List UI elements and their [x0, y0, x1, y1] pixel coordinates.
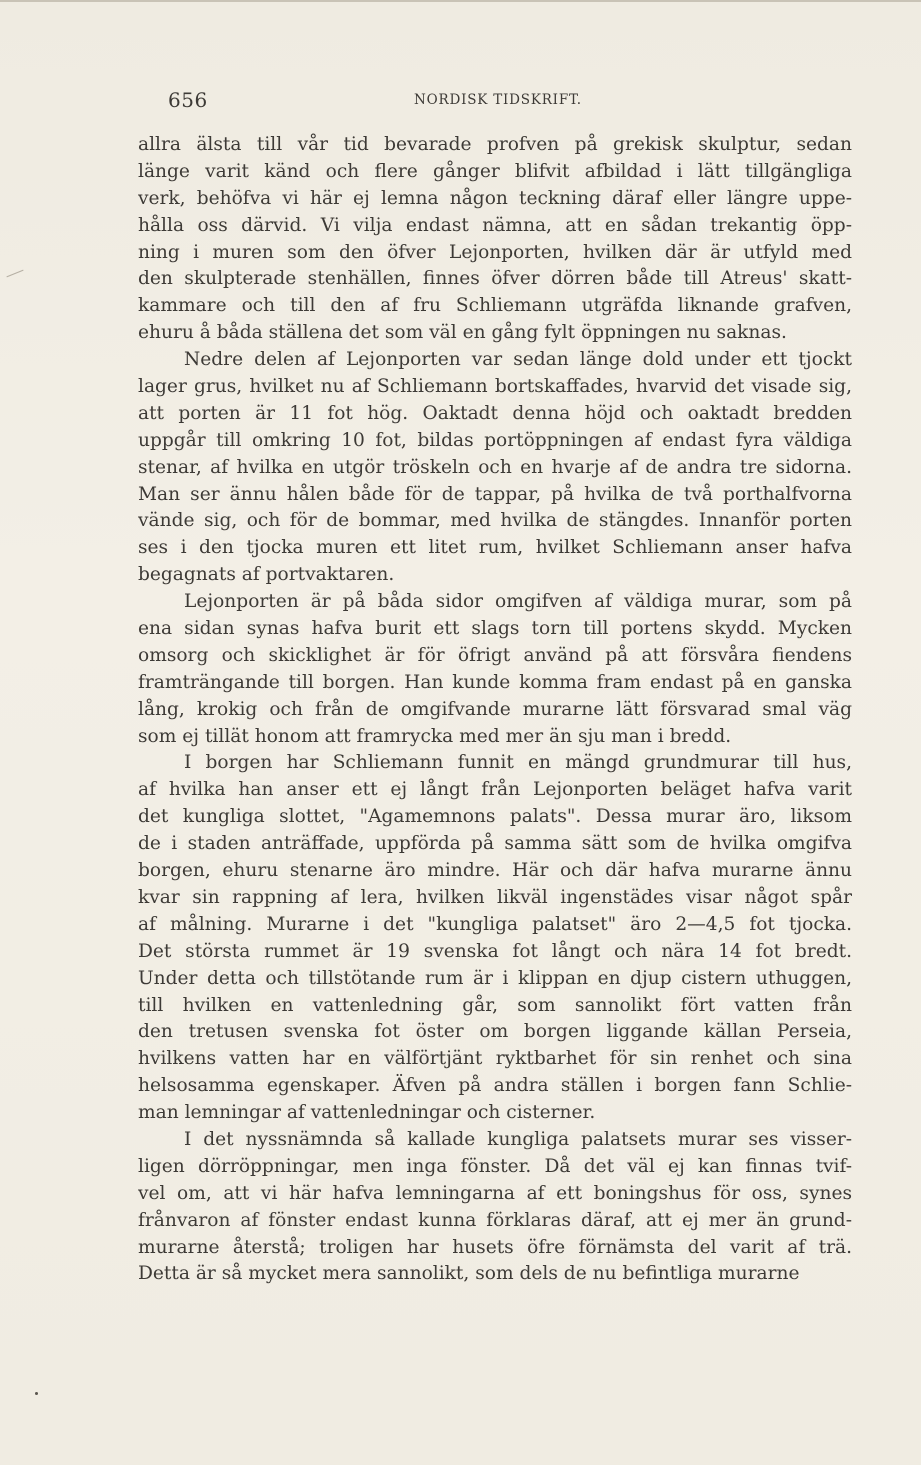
- text-line: ena sidan synas hafva burit ett slags torn till portens skydd. Mycken: [138, 618, 852, 640]
- text-line: omsorg och skicklighet är för öfrigt använd på att försvåra fiendens: [138, 644, 852, 666]
- text-line: den tretusen svenska fot öster om borgen liggande källan Perseia,: [138, 1021, 852, 1043]
- paragraph: [138, 589, 852, 750]
- paragraph: [138, 1127, 852, 1288]
- page-number: 656: [168, 88, 208, 112]
- text-line: Lejonporten är på båda sidor omgifven af väldiga murar, som på: [184, 591, 852, 613]
- text-line: I borgen har Schliemann funnit en mängd grundmurar till hus,: [184, 752, 852, 774]
- text-line: verk, behöfva vi här ej lemna någon teckning däraf eller längre uppe-: [138, 187, 852, 209]
- text-line: ligen dörröppningar, men inga fönster. Då det väl ej kan finnas tvif-: [138, 1155, 852, 1177]
- text-line: man lemningar af vattenledningar och cisterner.: [138, 1102, 596, 1124]
- text-line: vände sig, och för de bommar, med hvilka de stängdes. Innanför porten: [138, 510, 852, 532]
- text-line: murarne återstå; troligen har husets öfre förnämsta del varit af trä.: [138, 1236, 852, 1258]
- text-line: hålla oss därvid. Vi vilja endast nämna, att en sådan trekantig öpp-: [138, 214, 852, 236]
- text-line: af målning. Murarne i det "kungliga palatset" äro 2—4,5 fot tjocka.: [138, 913, 852, 935]
- text-line: ses i den tjocka muren ett litet rum, hvilket Schliemann anser hafva: [138, 537, 852, 559]
- margin-mark: [6, 270, 23, 278]
- paragraph: [138, 750, 852, 1126]
- text-line: kvar sin rappning af lera, hvilken likväl ingenstädes visar något spår: [138, 886, 852, 908]
- text-line: det kungliga slottet, "Agamemnons palats". Dessa murar äro, liksom: [138, 806, 852, 828]
- text-line: Man ser ännu hålen både för de tappar, på hvilka de två porthalfvorna: [138, 483, 852, 505]
- text-line: kammare och till den af fru Schliemann utgräfda liknande grafven,: [138, 295, 852, 317]
- text-line: allra älsta till vår tid bevarade profven på grekisk skulptur, sedan: [138, 134, 852, 155]
- text-line: ning i muren som den öfver Lejonporten, hvilken där är utfyld med: [138, 241, 852, 263]
- page-top-edge: [0, 0, 921, 2]
- text-line: vel om, att vi här hafva lemningarna af ett boningshus för oss, synes: [138, 1182, 852, 1204]
- text-line: framträngande till borgen. Han kunde komma fram endast på en ganska: [138, 671, 852, 693]
- text-line: begagnats af portvaktaren.: [138, 564, 395, 586]
- text-line: stenar, af hvilka en utgör tröskeln och en hvarje af de andra tre sidorna.: [138, 456, 852, 478]
- paragraph: [138, 132, 852, 347]
- text-line: Nedre delen af Lejonporten var sedan länge dold under ett tjockt: [184, 349, 852, 371]
- text-line: I det nyssnämnda så kallade kungliga palatsets murar ses visser-: [184, 1128, 852, 1150]
- text-line: helsosamma egenskaper. Äfven på andra ställen i borgen fann Schlie-: [138, 1075, 852, 1097]
- text-line: af hvilka han anser ett ej långt från Lejonporten beläget hafva varit: [138, 779, 852, 801]
- text-line: den skulpterade stenhällen, finnes öfver dörren både till Atreus' skatt-: [138, 268, 852, 290]
- body-text: [138, 132, 852, 1288]
- text-line: att porten är 11 fot hög. Oaktadt denna höjd och oaktadt bredden: [138, 402, 852, 424]
- ink-dot: [35, 1392, 38, 1395]
- text-line: till hvilken en vattenledning går, som sannolikt fört vatten från: [138, 994, 852, 1016]
- text-line: Under detta och tillstötande rum är i klippan en djup cistern uthuggen,: [138, 967, 852, 989]
- text-line: frånvaron af fönster endast kunna förklaras däraf, att ej mer än grund-: [138, 1209, 852, 1231]
- text-line: Det största rummet är 19 svenska fot långt och nära 14 fot bredt.: [138, 940, 852, 962]
- text-line: som ej tillät honom att framrycka med mer än sju man i bredd.: [138, 725, 732, 747]
- text-line: ehuru å båda ställena det som väl en gång fylt öppningen nu saknas.: [138, 322, 787, 344]
- text-line: länge varit känd och flere gånger blifvit afbildad i lätt tillgängliga: [138, 160, 852, 182]
- text-line: Detta är så mycket mera sannolikt, som dels de nu befintliga murarne: [138, 1263, 800, 1285]
- text-line: uppgår till omkring 10 fot, bildas portöppningen af endast fyra väldiga: [138, 429, 852, 451]
- page-header: [168, 88, 854, 116]
- text-line: hvilkens vatten har en välförtjänt ryktbarhet för sin renhet och sina: [138, 1048, 852, 1070]
- text-line: lång, krokig och från de omgifvande murarne lätt försvarad smal väg: [138, 698, 852, 720]
- text-line: lager grus, hvilket nu af Schliemann bortskaffades, hvarvid det visade sig,: [138, 376, 852, 398]
- text-line: de i staden anträffade, uppförda på samma sätt som de hvilka omgifva: [138, 833, 852, 855]
- paragraph: [138, 347, 852, 589]
- running-head: NORDISK TIDSKRIFT.: [414, 92, 582, 108]
- text-line: borgen, ehuru stenarne äro mindre. Här och där hafva murarne ännu: [138, 860, 852, 882]
